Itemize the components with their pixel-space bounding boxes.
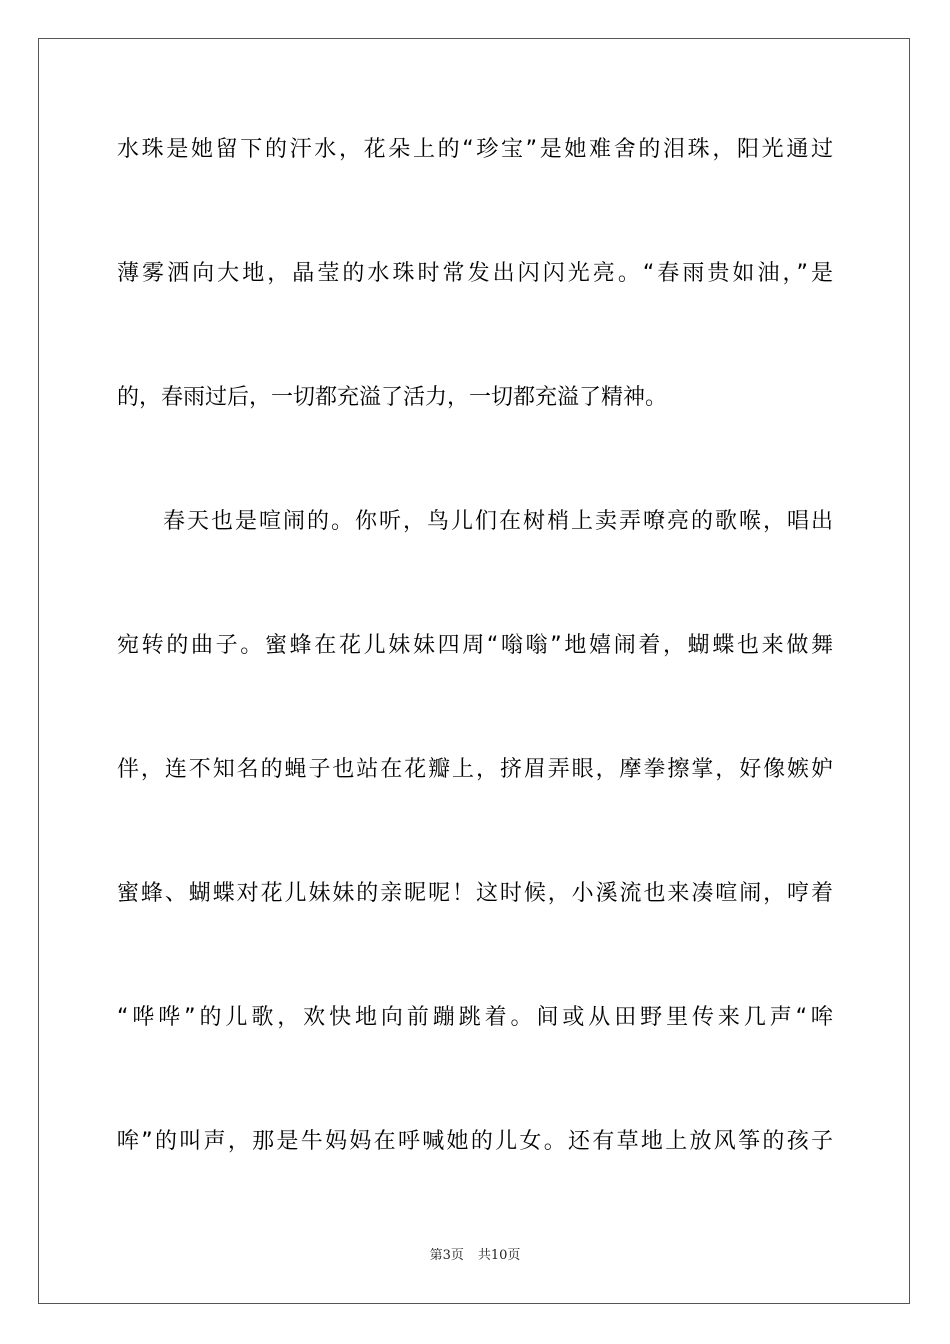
- page-border: [38, 38, 910, 1304]
- page-footer: [0, 1246, 950, 1266]
- text-line-7: 蜜蜂、蝴蝶对花儿妹妹的亲昵呢！这时候，小溪流也来凑喧闹，哼着: [117, 881, 833, 906]
- text-line-4: 春天也是喧闹的。你听，鸟儿们在树梢上卖弄嘹亮的歌喉，唱出: [163, 509, 833, 534]
- text-line-9: 哞”的叫声，那是牛妈妈在呼喊她的儿女。还有草地上放风筝的孩子: [117, 1129, 833, 1154]
- text-line-1: 水珠是她留下的汗水，花朵上的“珍宝”是她难舍的泪珠，阳光通过: [117, 137, 833, 162]
- text-line-8: “哗哗”的儿歌，欢快地向前蹦跳着。间或从田野里传来几声“哞: [117, 1005, 833, 1030]
- text-line-2: 薄雾洒向大地，晶莹的水珠时常发出闪闪光亮。“春雨贵如油，”是: [117, 261, 833, 286]
- page-number: 第3页: [429, 1248, 464, 1263]
- text-line-5: 宛转的曲子。蜜蜂在花儿妹妹四周“嗡嗡”地嬉闹着，蝴蝶也来做舞: [117, 633, 833, 658]
- page-total: 共10页: [477, 1248, 521, 1263]
- text-line-6: 伴，连不知名的蝇子也站在花瓣上，挤眉弄眼，摩拳擦掌，好像嫉妒: [117, 757, 833, 782]
- text-line-3: 的，春雨过后，一切都充溢了活力，一切都充溢了精神。: [117, 385, 668, 410]
